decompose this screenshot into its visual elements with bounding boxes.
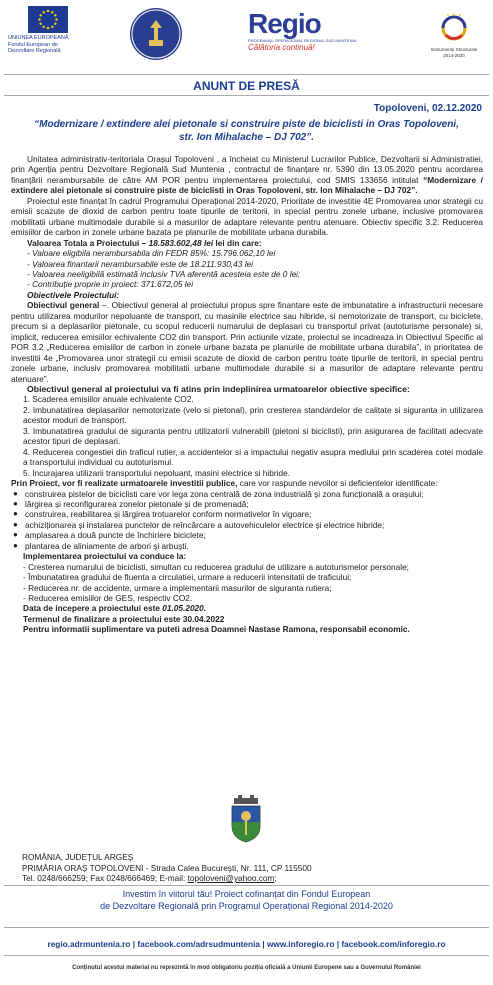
press-body bbox=[11, 154, 483, 635]
funding-line1: Investim în viitorul tău! Proiect cofinanțat din Fondul European bbox=[122, 889, 371, 899]
total-value-label: Valoarea Totala a Proiectului – bbox=[27, 237, 149, 248]
general-objective-paragraph bbox=[11, 300, 483, 384]
regio-tagline: Călătoria continuă! bbox=[248, 43, 315, 52]
project-title-line2: str. Ion Mihalache – DJ 702”. bbox=[178, 132, 315, 143]
start-date-value: 01.05.2020. bbox=[162, 603, 207, 614]
investment-bullet: ● construirea, reabilitarea și lărgirea trotuarelor conform normativelor în vigoare; bbox=[11, 509, 483, 519]
total-value-tail: lei din care: bbox=[213, 237, 262, 248]
footer-country-line: ROMÂNIA, JUDEȚUL ARGEȘ bbox=[22, 852, 134, 862]
implementation-item: - Îmbunatatirea gradului de fluenta a circulatiei, urmare a reducerii intensitatii de traficului; bbox=[23, 572, 352, 583]
eu-logo bbox=[8, 6, 88, 55]
start-date-line bbox=[11, 603, 483, 613]
end-date-line: Termenul de finalizare a proiectului este 30.04.2022 bbox=[23, 613, 225, 624]
footer-contact-tail: ; bbox=[274, 873, 277, 884]
footer-address-line: PRIMĂRIA ORAȘ TOPOLOVENI - Strada Calea Bucureşti, Nr. 111, CP 115500 bbox=[22, 862, 312, 873]
investment-bullet: ● plantarea de aliniamente de arbori și arbuști. bbox=[11, 541, 483, 551]
investment-bullet: ● achiziționarea și instalarea punctelor de reîncărcare a autovehiculelor electrice și electrice hibride; bbox=[11, 520, 483, 530]
intro-paragraph bbox=[11, 154, 483, 196]
footer-contact-line bbox=[22, 873, 312, 884]
implementation-item: - Cresterea numarului de biciclisti, simultan cu reducerea gradului de utilizare a autoturismelor personale; bbox=[23, 561, 409, 572]
investments-intro-tail: care vor raspunde nevoilor si deficientelor identificate: bbox=[237, 478, 438, 489]
regio-program-text: PROGRAMUL OPERAȚIONAL REGIONAL SUD MUNTENIA bbox=[248, 38, 357, 43]
regio-wordmark: Regio bbox=[248, 8, 321, 39]
regio-logo bbox=[248, 10, 358, 52]
intro-bold-title: “Modernizare / extindere alei pietonale si construire piste de biciclisti in Oras Topoloveni, str. Ion Mihalache – DJ 702”. bbox=[11, 174, 483, 196]
specific-objectives-heading: Obiectivul general al proiectului va fi atins prin indeplinirea urmatoarelor obiective specifice: bbox=[27, 383, 410, 394]
eu-logo-text: UNIUNEA EUROPEANĂ Fondul European de Dezvoltare Regională bbox=[8, 35, 69, 54]
structural-instruments-text: Instrumente Structurale 2014-2020 bbox=[430, 47, 478, 58]
contact-info-line: Pentru informatii suplimentare va puteti adresa Doamnei Nastase Ramona, responsabil economic. bbox=[23, 624, 410, 635]
footer-phone-fax: Tel. 0248/666259; Fax 0248/666469; E-mail: bbox=[22, 873, 188, 884]
funding-statement bbox=[0, 889, 493, 912]
project-title bbox=[20, 118, 473, 144]
value-item: - Valoarea finantarii nerambursabile este de 18.211.930,43 lei bbox=[27, 258, 254, 269]
project-title-line1: “Modernizare / extindere alei pietonale si construire piste de biciclisti in Oras Topoloveni, bbox=[34, 119, 459, 130]
start-date-label: Data de incepere a proiectului este bbox=[23, 603, 163, 614]
disclaimer-text: Conținutul acestui material nu reprezintă în mod obligatoriu poziția oficială a Uniunii Europene sau a Guvernului României bbox=[72, 965, 421, 971]
implementation-item: - Reducerea emisiilor de GES, respectiv CO2. bbox=[23, 593, 193, 604]
topoloveni-crest-icon bbox=[228, 794, 264, 844]
value-item: - Valoare eligibila nerambursabila din FEDR 85%: 15.796.062,10 lei bbox=[27, 248, 276, 259]
divider-disclaimer bbox=[4, 955, 489, 956]
specific-objective-item: 4. Reducerea congestiei din traficul rutier, a accidentelor si a impactului negativ asupra mediului prin scaderea cotei modale a transportului individual cu autoturismul. bbox=[23, 446, 483, 468]
divider-links bbox=[4, 927, 489, 928]
value-item: - Contribuție proprie in proiect: 371.672,05 lei bbox=[27, 279, 194, 290]
general-objective-label: Obiectivul general bbox=[27, 300, 100, 311]
divider-footer bbox=[4, 885, 489, 886]
press-date: Topoloveni, 02.12.2020 bbox=[373, 103, 482, 114]
financing-paragraph: Proiectul este finanțat în cadrul Programului Operațional 2014-2020, Prioritate de investitie 4E Promovarea unor strategii cu emisii scazute de dioxid de carbon pentru toate tipurile de teritorii, in special pentru zonele urbane, inclusive promovarea mobilitatii urbane multimodale durabile si a masurilor de adaptare relevante pentru atenuare. Obiectiv specific 3.2: Reducerea emisiilor de carbon in zonele urbane bazata pe planurile de mobilitate urbana durabila. bbox=[11, 195, 483, 238]
investment-bullet: ● lărgirea și reconfigurarea zonelor pietonale și de promenadă; bbox=[11, 499, 483, 509]
implementation-item: - Reducerea nr. de accidente, urmare a implementarii masurilor de siguranta rutiera; bbox=[23, 582, 332, 593]
intro-text: Unitatea administrativ-teritoriala Orașul Topoloveni , a încheiat cu Ministerul Lucrarilor Publice, Dezvoltarii si Administratiei, prin Agenția pentru Dezvoltare Regională Sud Muntenia , contractul de finanțare nr. 5390 din 13.05.2020 pentru acordarea finanțării nerambursabile de către AM POR pentru implementarea proiectului, cod SMIS 133656 intitulat bbox=[11, 154, 483, 185]
website-links[interactable]: regio.adrmuntenia.ro | facebook.com/adrsudmuntenia | www.inforegio.ro | facebook.com/inforegio.ro bbox=[47, 939, 446, 949]
logo-bar bbox=[0, 0, 493, 72]
eu-flag-icon bbox=[28, 6, 68, 33]
objectives-heading: Obiectivele Proiectului: bbox=[27, 289, 120, 300]
value-item: - Valoarea neeligibilă estimată inclusiv TVA aferentă acesteia este de 0 lei; bbox=[27, 268, 301, 279]
implementation-heading: Implementarea proiectului va conduce la: bbox=[23, 551, 187, 562]
divider-under-title bbox=[4, 95, 489, 96]
total-value-amount: 18.583.602,48 lei bbox=[148, 237, 214, 248]
government-seal-icon bbox=[130, 8, 182, 60]
footer-email-link[interactable]: topoloveni@yahoo.com bbox=[187, 873, 275, 884]
page-title: ANUNT DE PRESĂ bbox=[193, 79, 300, 93]
general-objective-text: –. Obiectivul general al proiectului propus spre finantare este de imbunatatire a infrastructurii necesare pentru utilizarea modurilor nepoluante de transport, cu masinile electrice sau hibride, si nemotorizate de transport, cu biciclete, precum si a deplasarilor pietonale, cu scopul reducerii numarului de deplasari cu transportul privat (autoturisme personale) si, implicit, reducerea emisiilor echivalente CO2 din transport. Prin actiunile vizate, proiectul se incadreaza in Obiectivul Specific al POR 3.2 „Reducerea emisiilor de carbon in zonele urbane bazata pe planurile de mobilitate urbana durabila”, in prioritatea de investitii 4e „Promovarea unor strategii cu emisii scazute de dioxid de carbon pentru toate tipurile de teritorii, in special pentru zonele urbane, inclusiv promovarea mobilitatii urbane multimodale durabile si a masurilor de adaptare relevante pentru atenuare”. bbox=[11, 300, 483, 384]
investments-intro-bold: Prin Proiect, vor fi realizate urmatoarele investitii publice, bbox=[11, 478, 238, 489]
specific-objective-item: 3. Imbunatatirea gradului de siguranta pentru utilizatorii vulnerabili (pietoni si biciclisti), prin asigurarea de facilitati adecvate acestor tipuri de deplasari. bbox=[23, 425, 483, 447]
investment-bullet: ● construirea pistelor de biciclisti care vor lega zona centrală de zona industrială și zona funcțională a orașului; bbox=[11, 489, 483, 499]
structural-instruments-logo bbox=[424, 10, 484, 58]
total-value-line bbox=[11, 238, 483, 248]
divider-top bbox=[4, 74, 489, 75]
specific-objective-item: 5. Incurajarea utilizarii transportului nepoluant, masini electrice si hibride. bbox=[23, 467, 291, 478]
specific-objective-item: 1. Scaderea emisiilor anuale echivalente CO2. bbox=[23, 394, 194, 405]
structural-instruments-icon bbox=[434, 10, 474, 42]
investment-bullet: ● amplasarea a două puncte de închiriere biciclete; bbox=[11, 530, 483, 540]
specific-objective-item: 2. Imbunatatirea deplasarilor nemotorizate (velo si pietonal), prin cresterea standardelor de calitate si siguranta in utilizarea acestor moduri de transport. bbox=[23, 404, 483, 426]
municipality-footer bbox=[22, 852, 312, 884]
funding-line2: de Dezvoltare Regională prin Programul Operațional Regional 2014-2020 bbox=[100, 900, 393, 911]
investments-intro bbox=[11, 478, 483, 488]
